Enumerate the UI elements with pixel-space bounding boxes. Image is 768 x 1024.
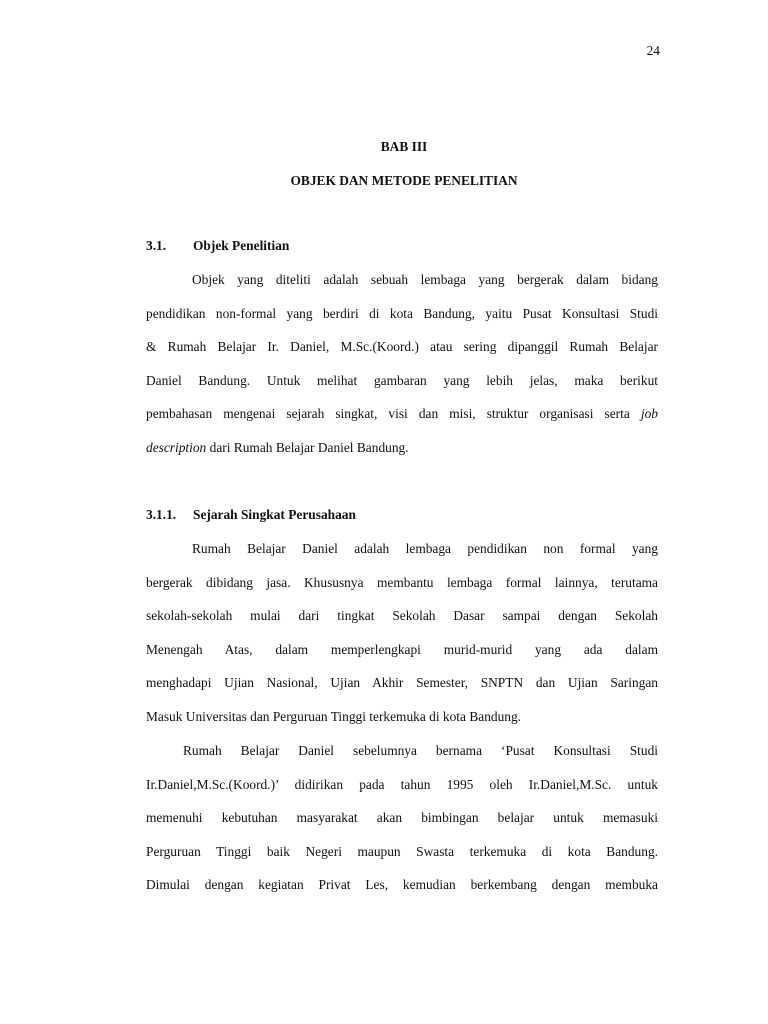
italic-term: job [640, 406, 658, 422]
text-line: Menengah Atas, dalam memperlengkapi murid-murid yang ada dalam [146, 641, 658, 657]
subsection-heading [146, 507, 356, 523]
text-line: Ir.Daniel,M.Sc.(Koord.)’ didirikan pada tahun 1995 oleh Ir.Daniel,M.Sc. untuk [146, 776, 658, 792]
text-line: menghadapi Ujian Nasional, Ujian Akhir Semester, SNPTN dan Ujian Saringan [146, 675, 658, 691]
paragraph-sejarah-1 [146, 532, 658, 734]
page-number: 24 [646, 43, 660, 58]
text-line: Masuk Universitas dan Perguruan Tinggi terkemuka di kota Bandung. [146, 708, 522, 724]
text-line: sekolah-sekolah mulai dari tingkat Sekolah Dasar sampai dengan Sekolah [146, 608, 658, 624]
chapter-label: BAB III [380, 139, 428, 154]
paragraph-sejarah-2 [146, 734, 658, 902]
text-line: Dimulai dengan kegiatan Privat Les, kemudian berkembang dengan membuka [146, 877, 658, 893]
section-title: Objek Penelitian [193, 238, 290, 253]
text-segment: pembahasan mengenai sejarah singkat, visi dan misi, struktur organisasi serta [146, 406, 630, 422]
chapter-title: OBJEK DAN METODE PENELITIAN [290, 173, 518, 188]
text-line: & Rumah Belajar Ir. Daniel, M.Sc.(Koord.) atau sering dipanggil Rumah Belajar [146, 339, 658, 355]
text-line: Objek yang diteliti adalah sebuah lembaga yang bergerak dalam bidang [192, 272, 658, 287]
text-segment: dari Rumah Belajar Daniel Bandung. [209, 439, 409, 455]
text-line: Perguruan Tinggi baik Negeri maupun Swasta terkemuka di kota Bandung. [146, 843, 658, 859]
text-line: pendidikan non-formal yang berdiri di kota Bandung, yaitu Pusat Konsultasi Studi [146, 305, 658, 321]
section-number: 3.1. [146, 238, 167, 253]
text-line: Daniel Bandung. Untuk melihat gambaran yang lebih jelas, maka berikut [146, 372, 658, 388]
section-heading [146, 238, 289, 254]
paragraph-objek [146, 263, 658, 465]
text-line [146, 397, 658, 431]
italic-term: description [146, 439, 207, 455]
subsection-title: Sejarah Singkat Perusahaan [193, 507, 356, 522]
text-line [146, 431, 658, 465]
text-line: Rumah Belajar Daniel adalah lembaga pendidikan non formal yang [192, 541, 658, 556]
text-line: Rumah Belajar Daniel sebelumnya bernama ‘Pusat Konsultasi Studi [183, 743, 658, 758]
subsection-number: 3.1.1. [146, 507, 177, 522]
text-line: bergerak dibidang jasa. Khususnya membantu lembaga formal lainnya, terutama [146, 574, 658, 590]
text-line: memenuhi kebutuhan masyarakat akan bimbingan belajar untuk memasuki [146, 810, 658, 826]
